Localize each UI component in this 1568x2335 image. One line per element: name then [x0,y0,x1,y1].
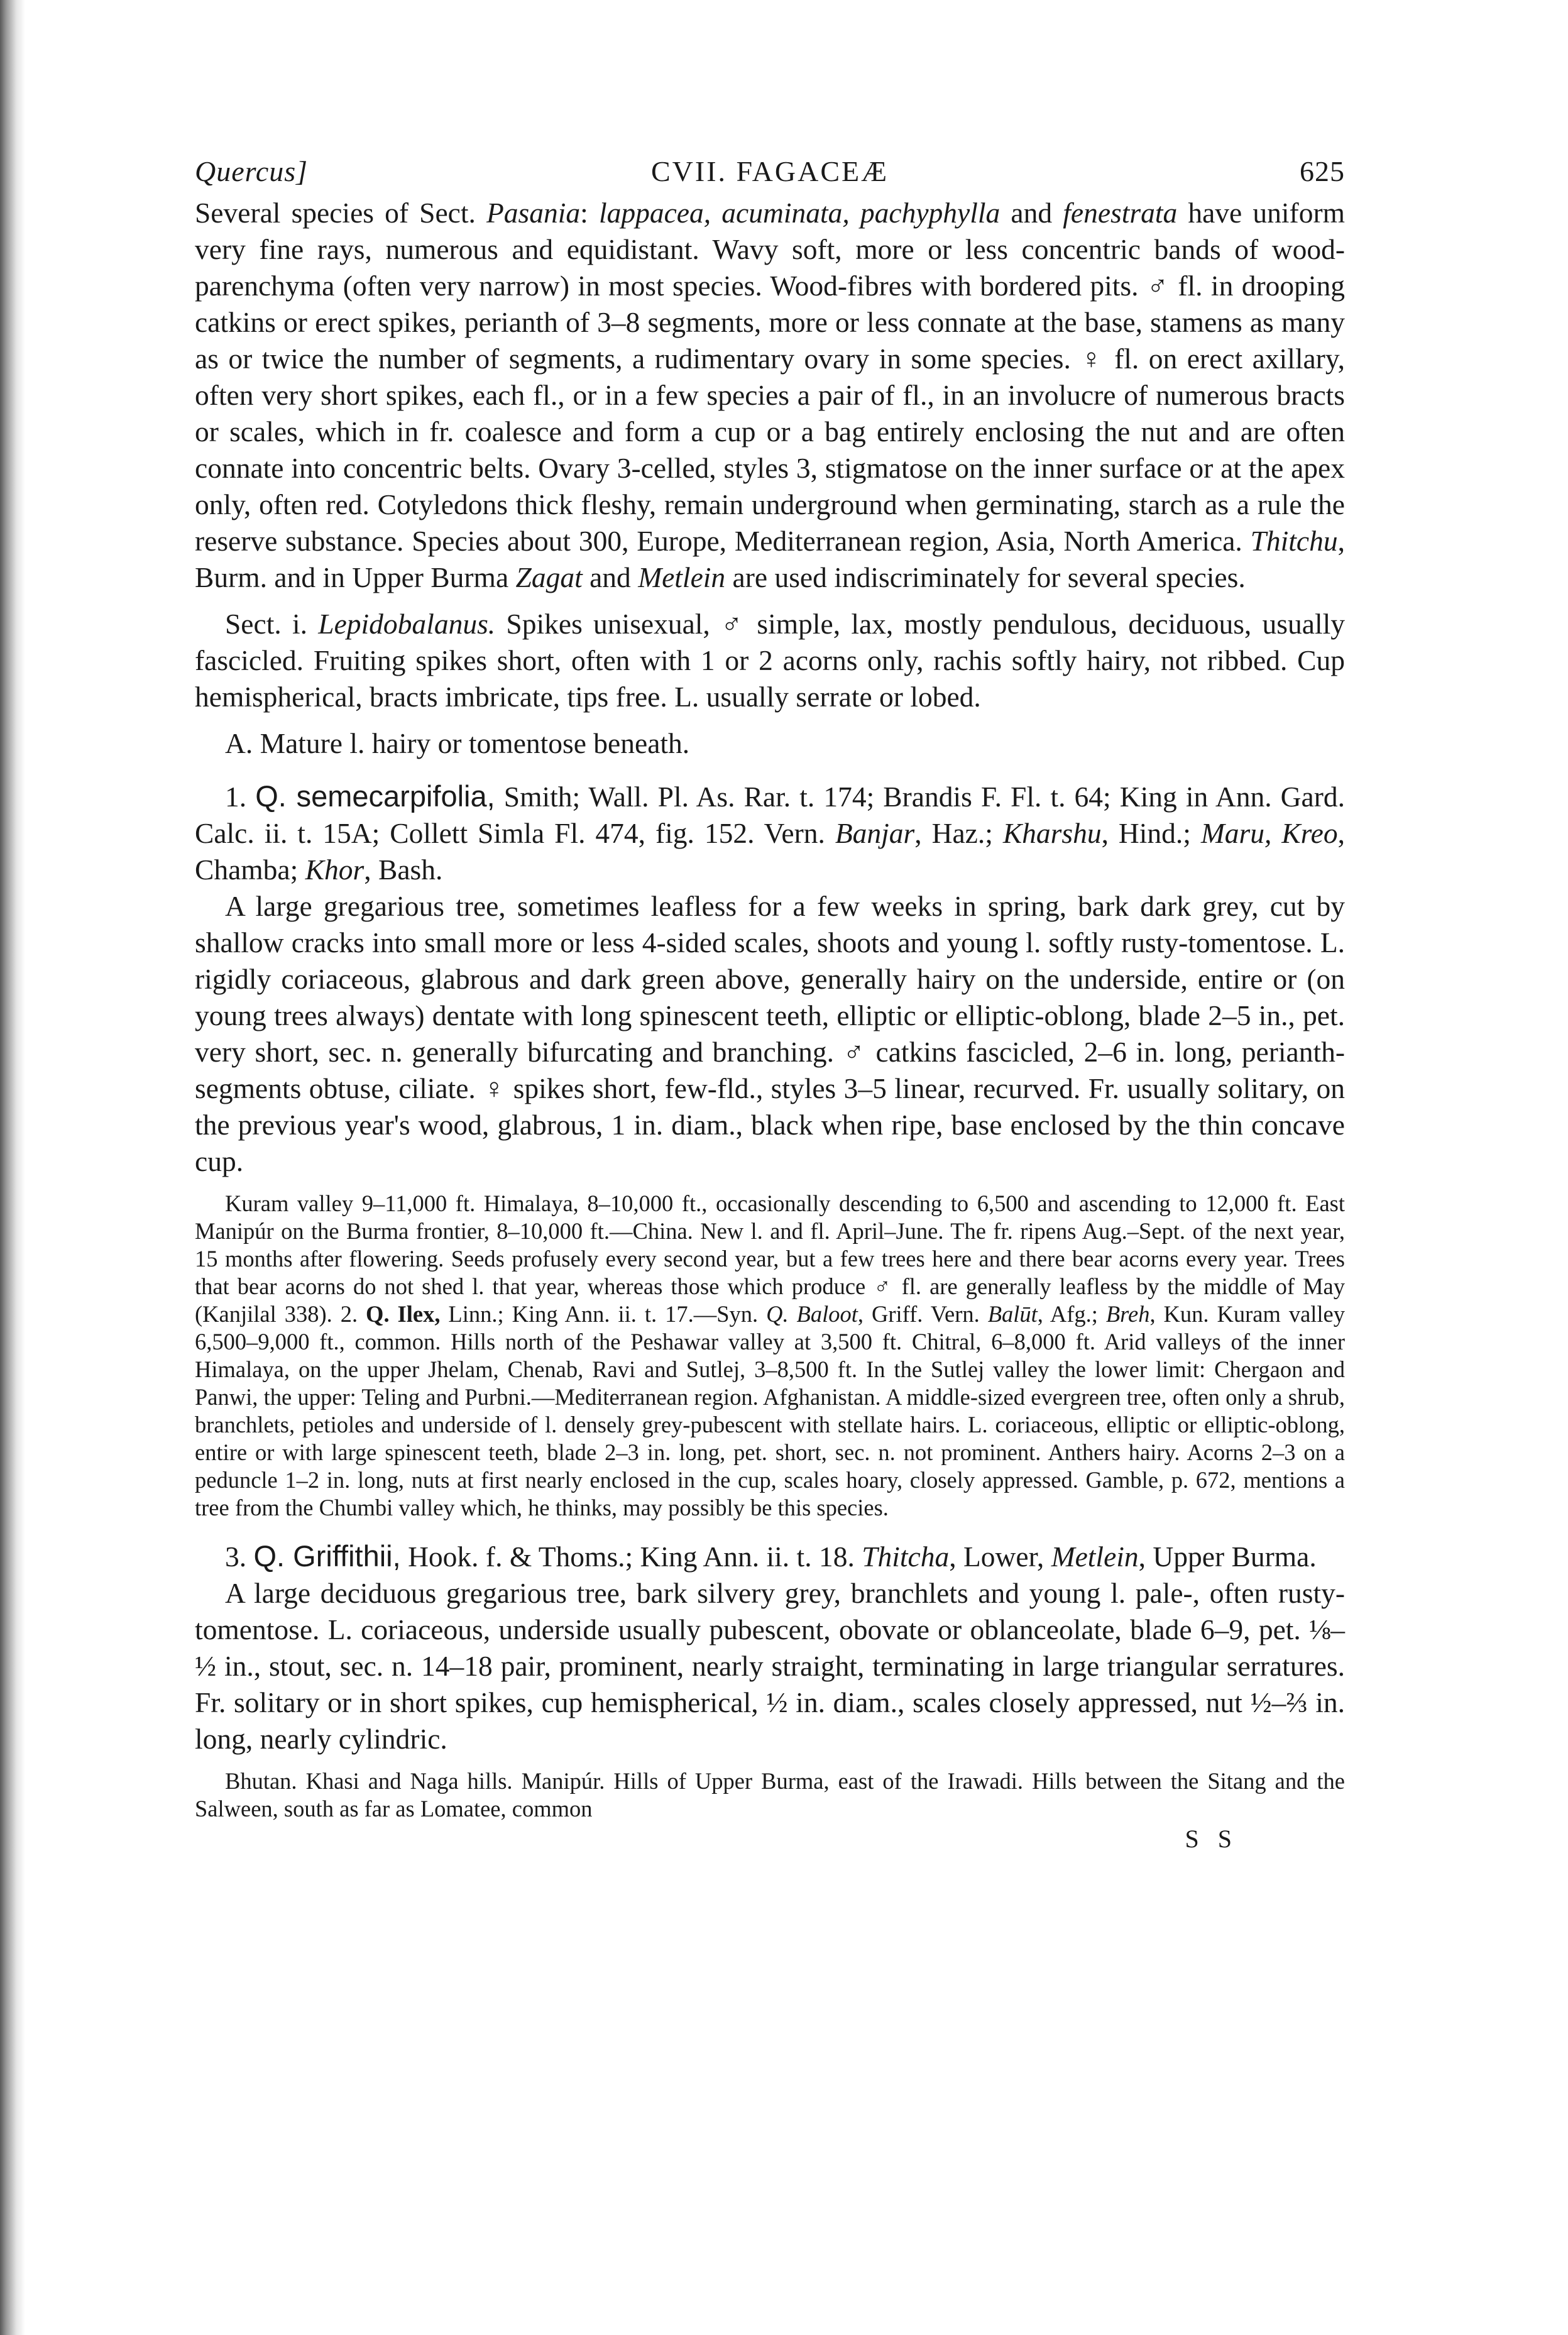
header-family: CVII. FAGACEÆ [650,155,889,187]
intro-paragraph: Several species of Sect. Pasania: lappacea, acuminata, pachyphylla and fenestrata have uniform very fine rays, numerous and equidistant. Wavy soft, more or less concentric bands of wood-parenchyma (often very narrow) in most species. Wood-fibres with bordered pits. ♂ fl. in drooping catkins or erect spikes, perianth of 3–8 segments, more or less connate at the base, stamens as many as or twice the number of segments, a rudimentary ovary in some species. ♀ fl. on erect axillary, often very short spikes, each fl., or in a few species a pair of fl., in an involucre of numerous bracts or scales, which in fr. coalesce and form a cup or a bag entirely enclosing the nut and are often connate into concentric belts. Ovary 3-celled, styles 3, stigmatose on the inner surface or at the apex only, often red. Cotyledons thick fleshy, remain underground when germinating, starch as a rule the reserve substance. Species about 300, Europe, Mediterranean region, Asia, North America. Thitchu, Burm. and in Upper Burma Zagat and Metlein are used indiscriminately for several species. [195,197,1345,593]
book-page [195,145,1345,1854]
species-3-heading: 3. Q. Griffithii, Hook. f. & Thoms.; King Ann. ii. t. 18. Thitcha, Lower, Metlein, Upper Burma. [225,1539,1317,1573]
species-1-distribution: Kuram valley 9–11,000 ft. Himalaya, 8–10,000 ft., occasionally descending to 6,500 and ascending to 12,000 ft. East Manipúr on the Burma frontier, 8–10,000 ft.—China. New l. and fl. April–June. The fr. ripens Aug.–Sept. of the next year, 15 months after flowering. Seeds profusely every second year, but a few trees here and there bear acorns every year. Trees that bear acorns do not shed l. that year, whereas those which produce ♂ fl. are generally leafless by the middle of May (Kanjilal 338). [195,1190,1345,1327]
species-1-2-notes: Kuram valley 9–11,000 ft. Himalaya, 8–10,000 ft., occasionally descending to 6,500 and ascending to 12,000 ft. East Manipúr on the Burma frontier, 8–10,000 ft.—China. New l. and fl. April–June. The fr. ripens Aug.–Sept. of the next year, 15 months after flowering. Seeds profusely every second year, but a few trees here and there bear acorns every year. Trees that bear acorns do not shed l. that year, whereas those which produce ♂ fl. are generally leafless by the middle of May (Kanjilal 338). 2. Q. Ilex, Linn.; King Ann. ii. t. 17.—Syn. Q. Baloot, Griff. Vern. Balūt, Afg.; Breh, Kun. Kuram valley 6,500–9,000 ft., common. Hills north of the Peshawar valley at 3,500 ft. Chitral, 6–8,000 ft. Arid valleys of the inner Himalaya, on the upper Jhelam, Chenab, Ravi and Sutlej, 3–8,500 ft. In the Sutlej valley the lower limit: Chergaon and Panwi, the upper: Teling and Purbni.—Mediterranean region. Afghanistan. A middle-sized evergreen tree, often only a shrub, branchlets, petioles and underside of l. densely grey-pubescent with stellate hairs. L. coriaceous, elliptic or elliptic-oblong, entire or with large spinescent teeth, blade 2–3 in. long, pet. short, sec. n. not prominent. Anthers hairy. Acorns 2–3 on a peduncle 1–2 in. long, nuts at first nearly enclosed in the cup, scales hoary, closely appressed. Gamble, p. 672, mentions a tree from the Chumbi valley which, he thinks, may possibly be this species. [195,1190,1346,1520]
species-1-description: A large gregarious tree, sometimes leafless for a few weeks in spring, bark dark grey, cut by shallow cracks into small more or less 4-sided scales, shoots and young l. softly rusty-tomentose. L. rigidly coriaceous, glabrous and dark green above, generally hairy on the underside, entire or (on young trees always) dentate with long spinescent teeth, elliptic or elliptic-oblong, blade 2–5 in., pet. very short, sec. n. generally bifurcating and branching. ♂ catkins fascicled, 2–6 in. long, perianth-segments obtuse, ciliate. ♀ spikes short, few-fld., styles 3–5 linear, recurved. Fr. usually solitary, on the previous year's wood, glabrous, 1 in. diam., black when ripe, base enclosed by the thin concave cup. [195,890,1345,1177]
species-2-name: Q. Ilex, [366,1301,441,1327]
species-1-heading: 1. Q. semecarpifolia, Smith; Wall. Pl. As. Rar. t. 174; Brandis F. Fl. t. 64; King in Ann. Gard. Calc. ii. t. 15A; Collett Simla Fl. 474, fig. 152. Vern. Banjar, Haz.; Kharshu, Hind.; Maru, Kreo, Chamba; Khor, Bash. [195,779,1345,886]
species-3-distribution: Bhutan. Khasi and Naga hills. Manipúr. Hills of Upper Burma, east of the Irawadi. Hills between the Sitang and the Salween, south as far as Lomatee, common [195,1768,1345,1821]
page-number: 625 [1300,155,1345,187]
species-1-name: Q. semecarpifolia, [255,779,495,813]
header-genus: Quercus] [195,155,309,187]
running-header [195,145,1345,195]
scan-page-edge [0,0,25,2335]
species-3-description: A large deciduous gregarious tree, bark silvery grey, branchlets and young l. pale-, often rusty-tomentose. L. coriaceous, underside usually pubescent, obovate or oblanceolate, blade 6–9, pet. ⅛–½ in., stout, sec. n. 14–18 pair, prominent, nearly straight, terminating in large triangular serratures. Fr. solitary or in short spikes, cup hemispherical, ½ in. diam., scales closely appressed, nut ½–⅔ in. long, nearly cylindric. [195,1577,1345,1755]
signature-mark: S S [1185,1825,1238,1853]
key-heading-a: A. Mature l. hairy or tomentose beneath. [225,727,690,759]
section-lepidobalanus: Sect. i. Lepidobalanus. Spikes unisexual, ♂ simple, lax, mostly pendulous, deciduous, usually fascicled. Fruiting spikes short, often with 1 or 2 acorns only, rachis softly hairy, not ribbed. Cup hemispherical, bracts imbricate, tips free. L. usually serrate or lobed. [195,608,1345,713]
species-3-name: Q. Griffithii, [253,1539,401,1573]
